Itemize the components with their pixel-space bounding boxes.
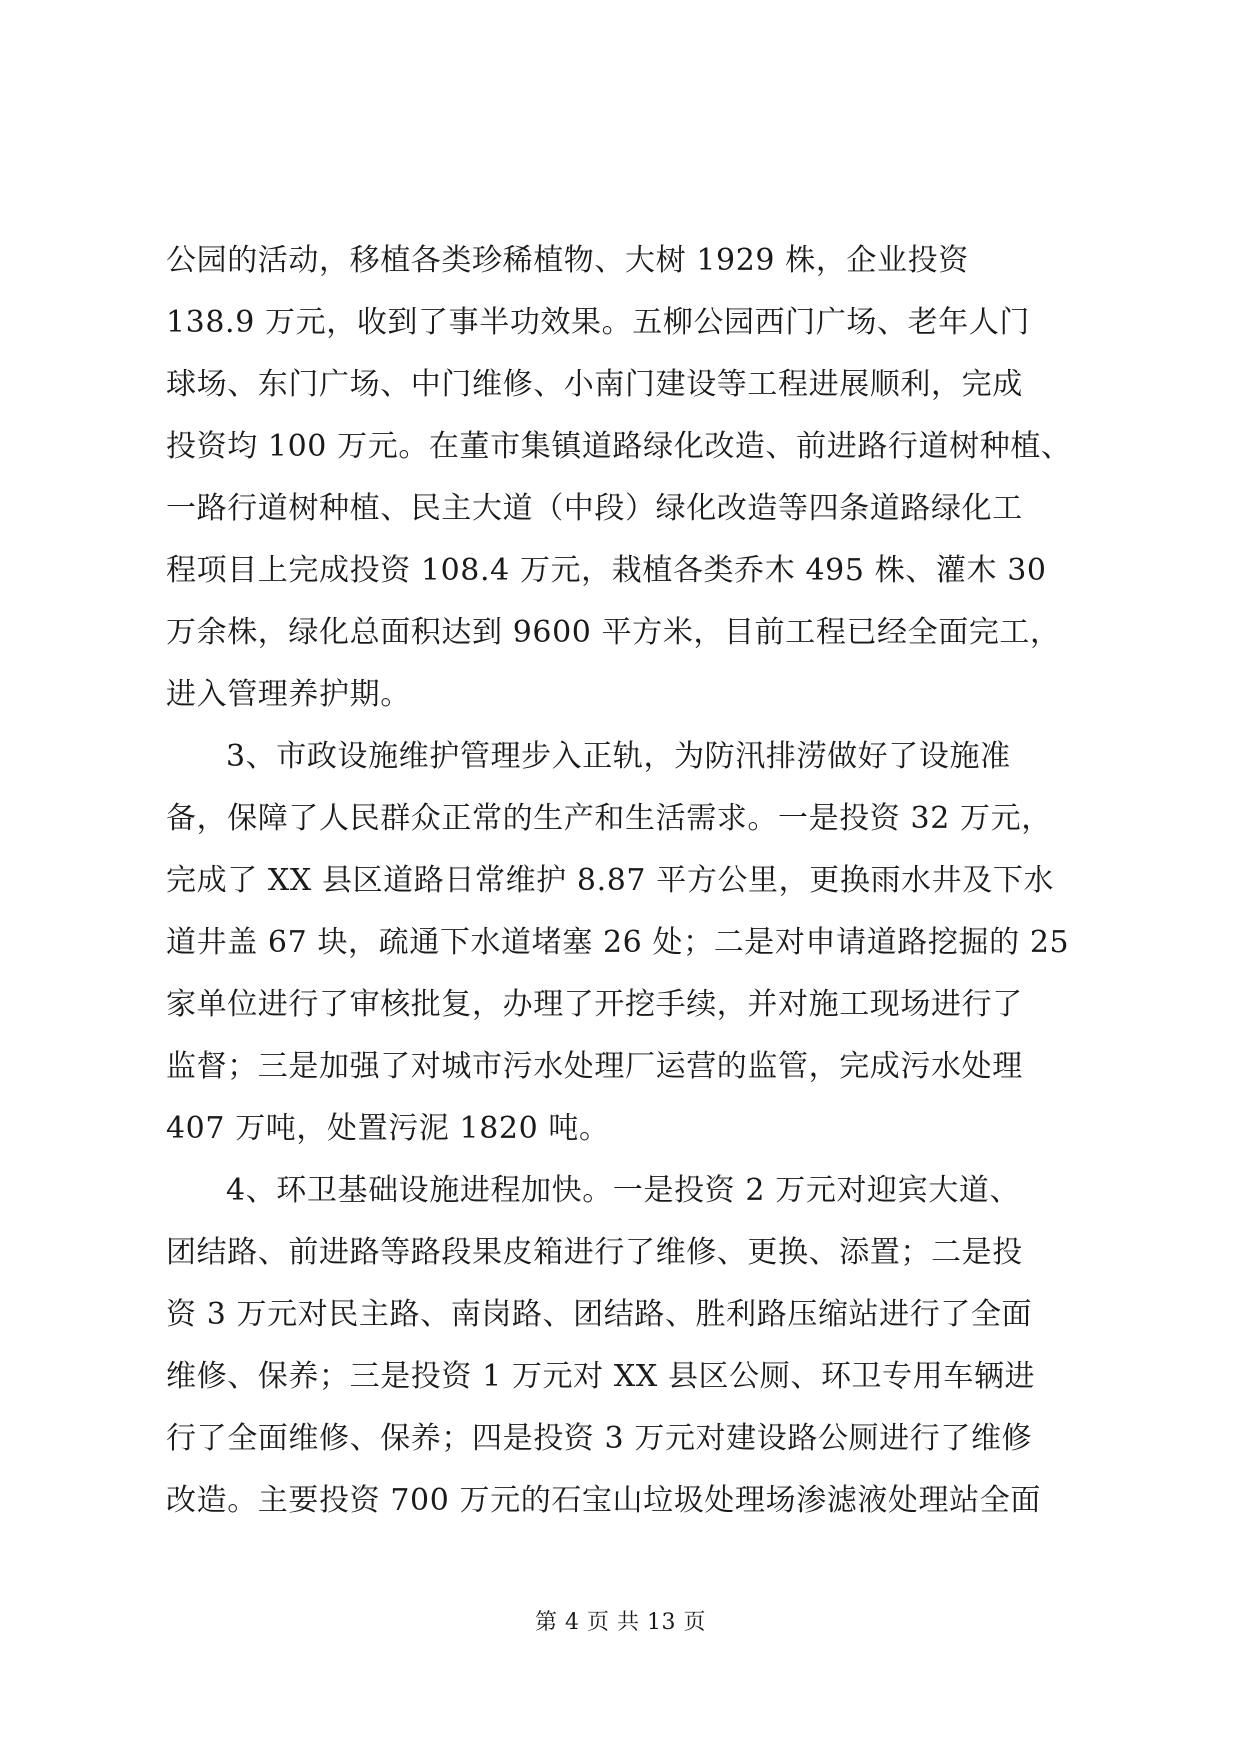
page-number-footer: 第 4 页 共 13 页 [535,1610,706,1635]
text-line: 监督；三是加强了对城市污水处理厂运营的监管，完成污水处理 [166,1049,1023,1084]
paragraph-greening-projects [166,230,1084,726]
text-line: 改造。主要投资 700 万元的石宝山垃圾处理场渗滤液处理站全面 [166,1483,1041,1518]
text-line: 进入管理养护期。 [166,677,411,712]
text-line: 程项目上完成投资 108.4 万元，栽植各类乔木 495 株、灌木 30 [166,553,1047,588]
text-line: 资 3 万元对民主路、南岗路、团结路、胜利路压缩站进行了全面 [166,1297,1033,1332]
text-line: 4、环卫基础设施进程加快。一是投资 2 万元对迎宾大道、 [226,1173,1021,1208]
paragraph-municipal-facilities [166,726,1084,1160]
text-line: 行了全面维修、保养；四是投资 3 万元对建设路公厕进行了维修 [166,1421,1033,1456]
text-line: 138.9 万元，收到了事半功效果。五柳公园西门广场、老年人门 [166,305,1031,340]
text-line: 投资均 100 万元。在董市集镇道路绿化改造、前进路行道树种植、 [166,429,1072,464]
text-line: 一路行道树种植、民主大道（中段）绿化改造等四条道路绿化工 [166,491,1023,526]
paragraph-sanitation-facilities [166,1160,1084,1532]
document-body [166,230,1084,1532]
text-line: 道井盖 67 块，疏通下水道堵塞 26 处；二是对申请道路挖掘的 25 [166,925,1070,960]
text-line: 公园的活动，移植各类珍稀植物、大树 1929 株，企业投资 [166,243,969,278]
text-line: 3、市政设施维护管理步入正轨，为防汛排涝做好了设施准 [226,739,1011,774]
text-line: 完成了 XX 县区道路日常维护 8.87 平方公里，更换雨水井及下水 [166,863,1055,898]
text-line: 万余株，绿化总面积达到 9600 平方米，目前工程已经全面完工， [166,615,1061,650]
text-line: 球场、东门广场、中门维修、小南门建设等工程进展顺利，完成 [166,367,1023,402]
text-line: 备，保障了人民群众正常的生产和生活需求。一是投资 32 万元， [166,801,1052,836]
text-line: 团结路、前进路等路段果皮箱进行了维修、更换、添置；二是投 [166,1235,1023,1270]
text-line: 407 万吨，处置污泥 1820 吨。 [166,1111,610,1146]
text-line: 维修、保养；三是投资 1 万元对 XX 县区公厕、环卫专用车辆进 [166,1359,1036,1394]
text-line: 家单位进行了审核批复，办理了开挖手续，并对施工现场进行了 [166,987,1023,1022]
